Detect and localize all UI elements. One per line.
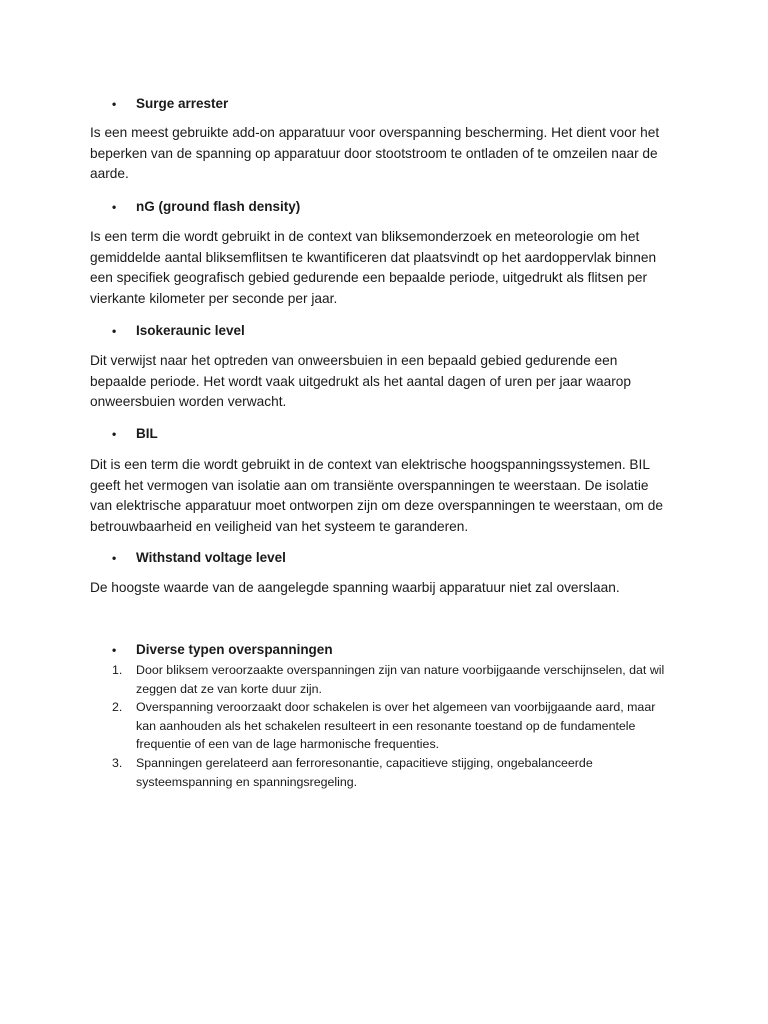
section-paragraph-isokeraunic-level: Dit verwijst naar het optreden van onweersbuien in een bepaald gebied gedurende een bepaalde periode. Het wordt vaak uitgedrukt als het aantal dagen of uren per jaar waarop onweersbuien worden verwacht. xyxy=(90,353,632,410)
list-item-number: 1. xyxy=(112,663,123,677)
bullet-icon: • xyxy=(112,324,117,338)
bullet-icon: • xyxy=(112,643,117,657)
section-paragraph-bil: Dit is een term die wordt gebruikt in de context van elektrische hoogspanningssystemen. BIL geeft het vermogen van isolatie aan om transiënte overspanningen te weerstaan. De isolatie van elektrische apparatuur moet ontworpen zijn om deze overspanningen te weerstaan, om de betrouwbaarheid en veiligheid van het systeem te garanderen. xyxy=(90,457,663,534)
bullet-icon: • xyxy=(112,200,117,214)
section-paragraph-ground-flash-density: Is een term die wordt gebruikt in de context van bliksemonderzoek en meteorologie om het gemiddelde aantal bliksemflitsen te kwantificeren dat plaatsvindt op het aardoppervlak binnen een specifiek geografisch gebied gedurende een bepaalde periode, uitgedrukt als flitsen per vierkante kilometer per seconde per jaar. xyxy=(90,229,657,306)
section-heading-withstand-voltage-level: • Withstand voltage level xyxy=(112,548,286,568)
section-heading-bil: • BIL xyxy=(112,424,158,444)
bullet-icon: • xyxy=(112,427,117,441)
list-item: 1. Door bliksem veroorzaakte overspanningen zijn van nature voorbijgaande verschijnselen, dat wil zeggen dat ze van korte duur zijn. xyxy=(112,663,665,696)
list-item-number: 3. xyxy=(112,756,123,770)
section-heading-diverse-typen-overspanningen: • Diverse typen overspanningen xyxy=(112,640,333,660)
list-item: 2. Overspanning veroorzaakt door schakelen is over het algemeen van voorbijgaande aard, maar kan aanhouden als het schakelen resulteert in een resonante toestand op de fundamentele frequentie of een van de lage harmonische frequenties. xyxy=(112,700,656,751)
section-heading-surge-arrester: • Surge arrester xyxy=(112,94,228,114)
section-heading-isokeraunic-level: • Isokeraunic level xyxy=(112,321,245,341)
section-heading-ground-flash-density: • nG (ground flash density) xyxy=(112,197,300,217)
section-paragraph-withstand-voltage-level: De hoogste waarde van de aangelegde spanning waarbij apparatuur niet zal overslaan. xyxy=(90,580,620,595)
bullet-icon: • xyxy=(112,551,117,565)
section-paragraph-surge-arrester: Is een meest gebruikte add-on apparatuur voor overspanning bescherming. Het dient voor het beperken van de spanning op apparatuur door stootstroom te ontladen of te omzeilen naar de aarde. xyxy=(90,125,660,182)
list-item: 3. Spanningen gerelateerd aan ferroresonantie, capacitieve stijging, ongebalanceerde systeemspanning en spanningsregeling. xyxy=(112,756,593,789)
list-item-number: 2. xyxy=(112,700,123,714)
bullet-icon: • xyxy=(112,97,117,111)
